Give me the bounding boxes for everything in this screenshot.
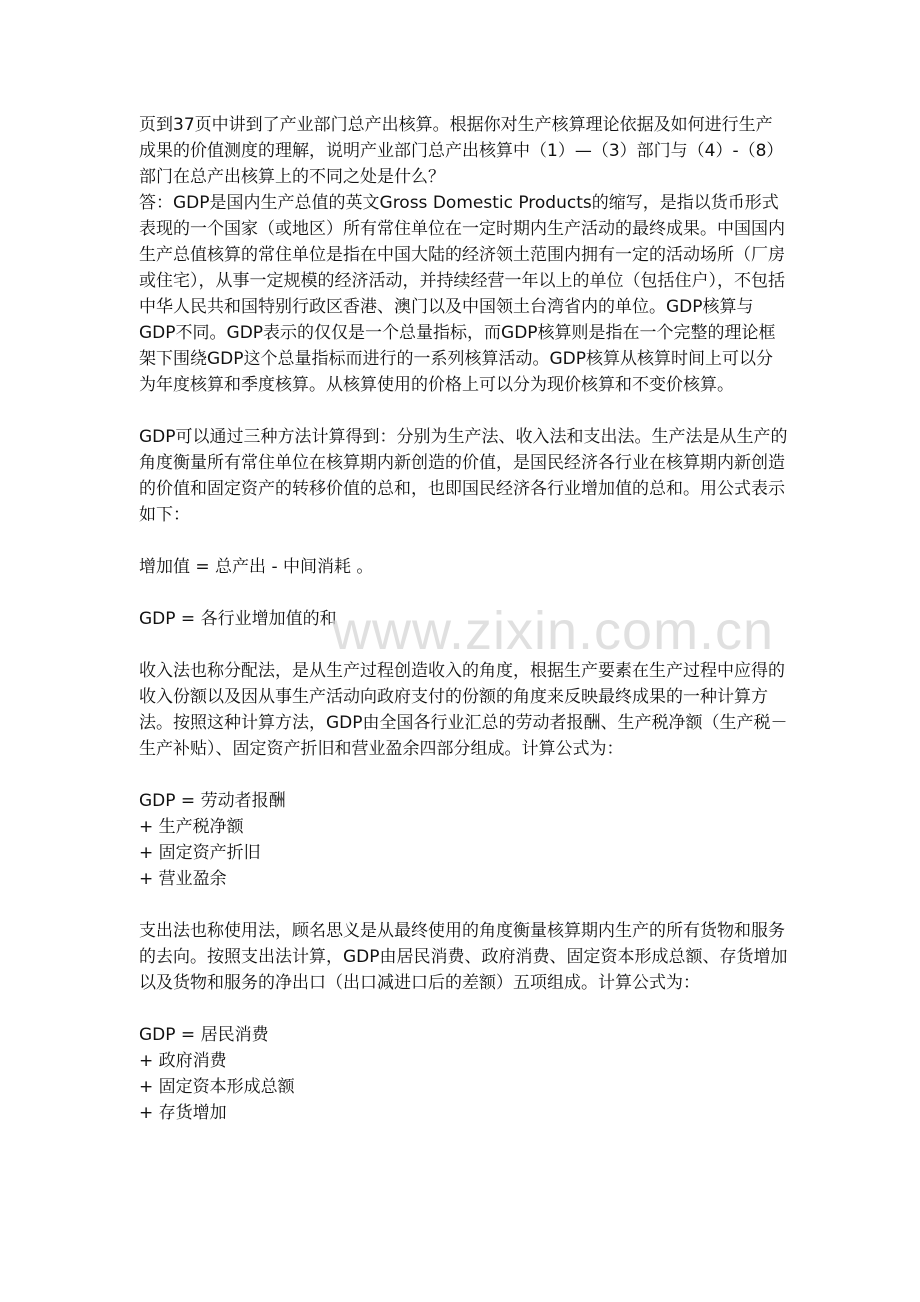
income-formula-line: + 营业盈余 bbox=[139, 869, 227, 889]
spacer bbox=[139, 528, 789, 554]
gdp-production-formula: GDP = 各行业增加值的和 bbox=[139, 609, 337, 629]
methods-paragraph: GDP可以通过三种方法计算得到：分别为生产法、收入法和支出法。生产法是从生产的角度衡量所有常住单位在核算期内新创造的价值，是国民经济各行业在核算期内新创造的价值和固定资产的转移价值的总和，也即国民经济各行业增加值的总和。用公式表示如下： bbox=[139, 427, 788, 525]
expenditure-formula-line: + 政府消费 bbox=[139, 1051, 227, 1071]
expenditure-formula-line: + 存货增加 bbox=[139, 1103, 227, 1123]
spacer bbox=[139, 580, 789, 606]
expenditure-formula bbox=[139, 1022, 789, 1126]
spacer bbox=[139, 632, 789, 658]
spacer bbox=[139, 996, 789, 1022]
document-body bbox=[139, 112, 789, 1126]
spacer bbox=[139, 892, 789, 918]
spacer bbox=[139, 398, 789, 424]
expenditure-formula-line: GDP = 居民消费 bbox=[139, 1025, 269, 1045]
value-added-formula: 增加值 = 总产出 - 中间消耗 。 bbox=[139, 557, 374, 577]
question-paragraph: 页到37页中讲到了产业部门总产出核算。根据你对生产核算理论依据及如何进行生产成果的价值测度的理解，说明产业部门总产出核算中（1）—（3）部门与（4）-（8）部门在总产出核算上的不同之处是什么？ bbox=[139, 115, 784, 187]
income-formula-line: GDP = 劳动者报酬 bbox=[139, 791, 286, 811]
watermark: www.zixin.com.cn bbox=[332, 601, 775, 661]
income-paragraph: 收入法也称分配法，是从生产过程创造收入的角度，根据生产要素在生产过程中应得的收入份额以及因从事生产活动向政府支付的份额的角度来反映最终成果的一种计算方法。按照这种计算方法，GDP由全国各行业汇总的劳动者报酬、生产税净额（生产税－生产补贴）、固定资产折旧和营业盈余四部分组成。计算公式为： bbox=[139, 661, 788, 759]
expenditure-paragraph: 支出法也称使用法，顾名思义是从最终使用的角度衡量核算期内生产的所有货物和服务的去向。按照支出法计算，GDP由居民消费、政府消费、固定资本形成总额、存货增加以及货物和服务的净出口（出口减进口后的差额）五项组成。计算公式为： bbox=[139, 921, 788, 993]
income-formula-line: + 固定资产折旧 bbox=[139, 843, 261, 863]
income-formula-line: + 生产税净额 bbox=[139, 817, 244, 837]
spacer bbox=[139, 762, 789, 788]
answer-intro-paragraph: 答：GDP是国内生产总值的英文Gross Domestic Products的缩写，是指以货币形式表现的一个国家（或地区）所有常住单位在一定时期内生产活动的最终成果。中国国内生产总值核算的常住单位是指在中国大陆的经济领土范围内拥有一定的活动场所（厂房或住宅），从事一定规模的经济活动，并持续经营一年以上的单位（包括住户），不包括中华人民共和国特别行政区香港、澳门以及中国领土台湾省内的单位。GDP核算与GDP不同。GDP表示的仅仅是一个总量指标，而GDP核算则是指在一个完整的理论框架下围绕GDP这个总量指标而进行的一系列核算活动。GDP核算从核算时间上可以分为年度核算和季度核算。从核算使用的价格上可以分为现价核算和不变价核算。 bbox=[139, 193, 785, 395]
expenditure-formula-line: + 固定资本形成总额 bbox=[139, 1077, 295, 1097]
income-formula bbox=[139, 788, 789, 892]
